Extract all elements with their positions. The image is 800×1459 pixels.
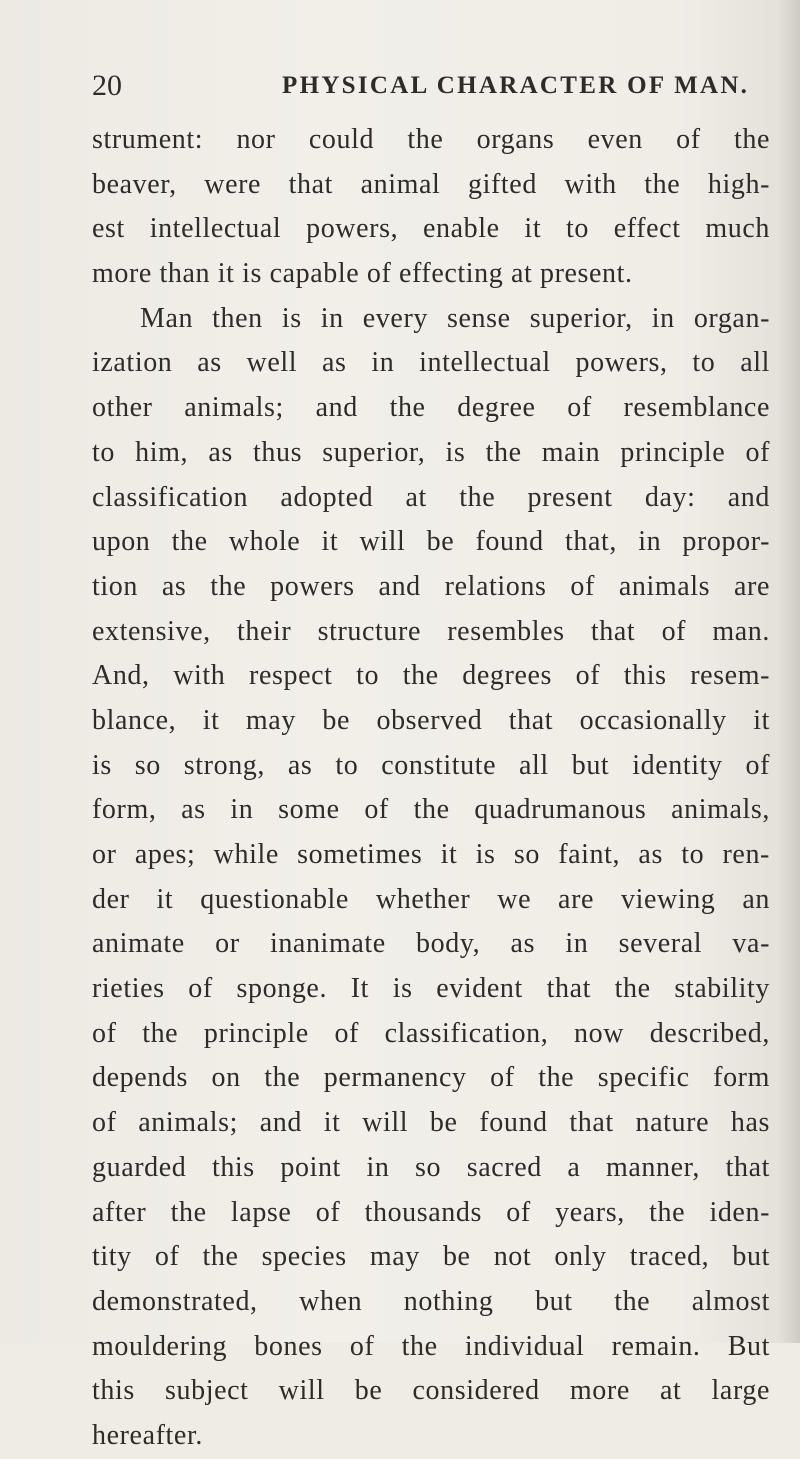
- text-line: hereafter.: [92, 1419, 203, 1451]
- text-line: strument: nor could the organs even of the: [92, 124, 770, 155]
- text-line: demonstrated, when nothing but the almost: [92, 1285, 770, 1317]
- text-line: mouldering bones of the individual remain. But: [92, 1330, 770, 1362]
- text-line: guarded this point in so sacred a manner, that: [92, 1151, 770, 1183]
- text-line: blance, it may be observed that occasionally it: [92, 704, 770, 736]
- text-line: or apes; while sometimes it is so faint, as to ren-: [92, 839, 770, 870]
- text-line: after the lapse of thousands of years, the iden-: [92, 1196, 770, 1228]
- running-title: PHYSICAL CHARACTER OF MAN.: [282, 72, 750, 99]
- page-number: 20: [92, 69, 122, 102]
- text-line: depends on the permanency of the specific form: [92, 1062, 770, 1094]
- text-line: more than it is capable of effecting at present.: [92, 258, 633, 290]
- text-line: of animals; and it will be found that nature has: [92, 1107, 770, 1139]
- text-line: der it questionable whether we are viewing an: [92, 883, 770, 915]
- running-head: [92, 66, 750, 106]
- page-edge-shadow: [778, 0, 800, 1343]
- text-line: Man then is in every sense superior, in organ-: [140, 302, 770, 334]
- text-line: classification adopted at the present day: and: [92, 481, 770, 513]
- text-line: rieties of sponge. It is evident that the stability: [92, 973, 770, 1005]
- text-line: this subject will be considered more at large: [92, 1375, 770, 1407]
- text-line: form, as in some of the quadrumanous animals,: [92, 794, 770, 826]
- text-line: animate or inanimate body, as in several va-: [92, 928, 770, 960]
- text-line: other animals; and the degree of resemblance: [92, 392, 770, 424]
- text-line: is so strong, as to constitute all but identity of: [92, 749, 770, 781]
- text-line: beaver, were that animal gifted with the high-: [92, 168, 770, 200]
- text-line: extensive, their structure resembles that of man.: [92, 615, 770, 647]
- text-line: of the principle of classification, now described,: [92, 1017, 770, 1049]
- text-line: And, with respect to the degrees of this resem-: [92, 660, 770, 692]
- text-line: tity of the species may be not only traced, but: [92, 1241, 770, 1273]
- body-text: [92, 118, 770, 1459]
- text-line: tion as the powers and relations of animals are: [92, 570, 770, 602]
- text-line: est intellectual powers, enable it to effect much: [92, 213, 770, 245]
- text-line: ization as well as in intellectual powers, to all: [92, 347, 770, 379]
- text-line: upon the whole it will be found that, in propor-: [92, 526, 770, 558]
- text-line: to him, as thus superior, is the main principle of: [92, 436, 770, 468]
